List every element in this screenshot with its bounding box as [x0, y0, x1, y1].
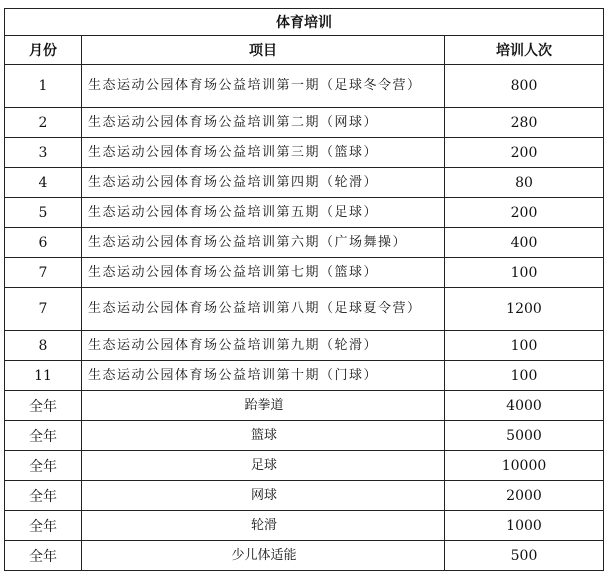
- cell-item: 生态运动公园体育场公益培训第五期（足球）: [82, 198, 445, 228]
- table-row: [5, 168, 604, 198]
- cell-count: 400: [445, 228, 604, 258]
- table-row: [5, 451, 604, 481]
- cell-count: 100: [445, 258, 604, 288]
- cell-month: 全年: [5, 541, 82, 571]
- cell-month: 全年: [5, 421, 82, 451]
- table-row: [5, 108, 604, 138]
- cell-count: 10000: [445, 451, 604, 481]
- cell-month: 7: [5, 258, 82, 288]
- cell-month: 8: [5, 331, 82, 361]
- cell-month: 2: [5, 108, 82, 138]
- table-title: 体育培训: [5, 9, 604, 36]
- table-row: [5, 228, 604, 258]
- cell-count: 5000: [445, 421, 604, 451]
- table-row: [5, 511, 604, 541]
- cell-item: 足球: [82, 451, 445, 481]
- cell-month: 全年: [5, 391, 82, 421]
- cell-item: 跆拳道: [82, 391, 445, 421]
- table-row: [5, 258, 604, 288]
- cell-count: 100: [445, 331, 604, 361]
- cell-item: 生态运动公园体育场公益培训第七期（篮球）: [82, 258, 445, 288]
- table-row: [5, 331, 604, 361]
- table-header-row: [5, 36, 604, 65]
- cell-month: 全年: [5, 511, 82, 541]
- table-row: [5, 65, 604, 108]
- cell-count: 100: [445, 361, 604, 391]
- table-row: [5, 481, 604, 511]
- cell-item: 网球: [82, 481, 445, 511]
- cell-item: 轮滑: [82, 511, 445, 541]
- table-row: [5, 421, 604, 451]
- cell-item: 生态运动公园体育场公益培训第六期（广场舞操）: [82, 228, 445, 258]
- cell-month: 4: [5, 168, 82, 198]
- cell-count: 500: [445, 541, 604, 571]
- cell-item: 篮球: [82, 421, 445, 451]
- cell-count: 2000: [445, 481, 604, 511]
- cell-count: 1200: [445, 288, 604, 331]
- table-row: [5, 361, 604, 391]
- cell-count: 200: [445, 198, 604, 228]
- cell-item: 生态运动公园体育场公益培训第八期（足球夏令营）: [82, 288, 445, 331]
- cell-item: 生态运动公园体育场公益培训第四期（轮滑）: [82, 168, 445, 198]
- cell-item: 生态运动公园体育场公益培训第十期（门球）: [82, 361, 445, 391]
- table-title-row: [5, 9, 604, 36]
- header-count: 培训人次: [445, 36, 604, 65]
- cell-item: 生态运动公园体育场公益培训第九期（轮滑）: [82, 331, 445, 361]
- cell-count: 1000: [445, 511, 604, 541]
- cell-count: 280: [445, 108, 604, 138]
- cell-month: 1: [5, 65, 82, 108]
- table-row: [5, 541, 604, 571]
- cell-month: 7: [5, 288, 82, 331]
- table-row: [5, 288, 604, 331]
- table-row: [5, 138, 604, 168]
- cell-month: 11: [5, 361, 82, 391]
- cell-item: 生态运动公园体育场公益培训第三期（篮球）: [82, 138, 445, 168]
- header-month: 月份: [5, 36, 82, 65]
- cell-count: 80: [445, 168, 604, 198]
- cell-count: 200: [445, 138, 604, 168]
- cell-count: 4000: [445, 391, 604, 421]
- cell-item: 少儿体适能: [82, 541, 445, 571]
- header-item: 项目: [82, 36, 445, 65]
- cell-month: 3: [5, 138, 82, 168]
- cell-month: 5: [5, 198, 82, 228]
- cell-item: 生态运动公园体育场公益培训第一期（足球冬令营）: [82, 65, 445, 108]
- cell-month: 6: [5, 228, 82, 258]
- training-table: [4, 8, 604, 571]
- cell-item: 生态运动公园体育场公益培训第二期（网球）: [82, 108, 445, 138]
- table-row: [5, 391, 604, 421]
- cell-count: 800: [445, 65, 604, 108]
- cell-month: 全年: [5, 481, 82, 511]
- cell-month: 全年: [5, 451, 82, 481]
- document-page: [4, 8, 603, 571]
- table-row: [5, 198, 604, 228]
